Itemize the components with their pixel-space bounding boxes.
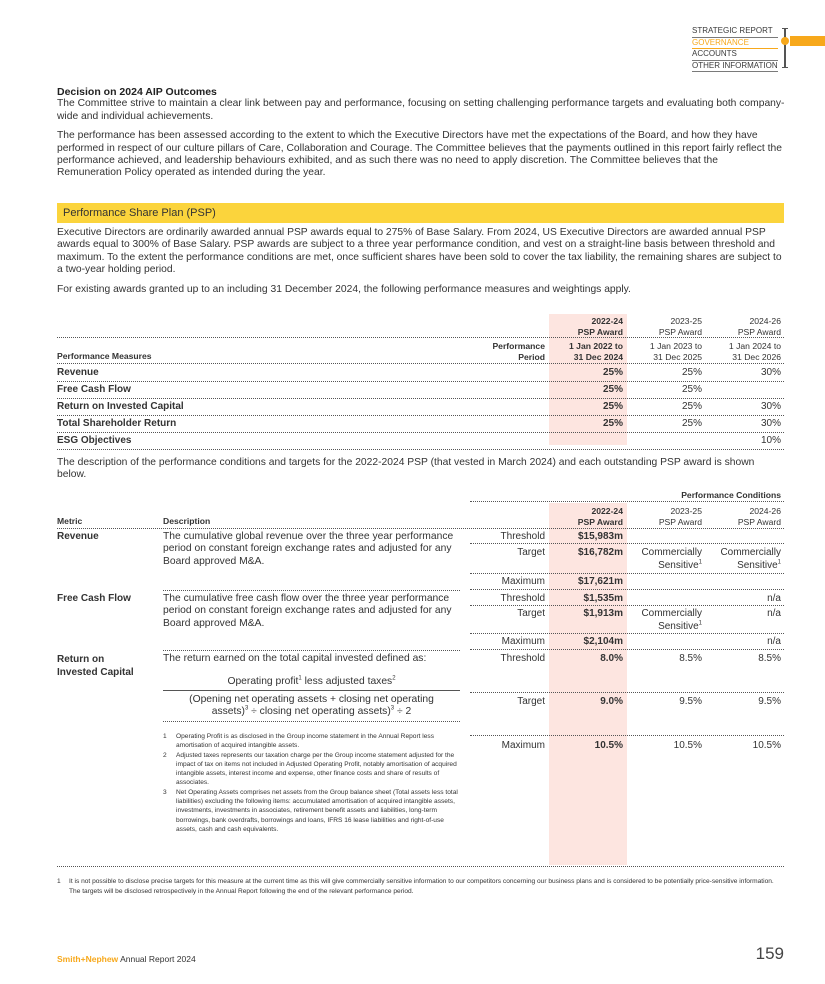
roic-target-2024: 9.5% bbox=[758, 696, 781, 707]
fcf-target-2023: Commercially Sensitive$^1$ bbox=[641, 608, 702, 632]
t2-col1-header: 2022-24 PSP Award bbox=[577, 506, 623, 527]
fcf-target-value: $1,913m bbox=[583, 608, 623, 619]
table-row: Return on Invested Capital 25% 25% 30% bbox=[57, 399, 784, 416]
t1-col2-period: 1 Jan 2023 to 31 Dec 2025 bbox=[649, 341, 702, 362]
decision-paragraph-2: The performance has been assessed according to the extent to which the Executive Directors have met the expectations of the Board, and how they have performed in respect of our culture pillars of Care, Collaboration and Courage. The Committee believes that the payments outlined in this report fairly reflect the performance achieved, and leadership behaviours exhibited, and as such there was no need to apply discretion. The Committee believes that the Remuneration Policy operated as intended during the year. bbox=[57, 130, 782, 179]
t1-col3-period: 1 Jan 2024 to 31 Dec 2026 bbox=[728, 341, 781, 362]
roic-formula-numerator: Operating profit$^1$ less adjusted taxes$^2$ bbox=[227, 675, 396, 687]
row-rule bbox=[470, 735, 784, 736]
revenue-threshold-label: Threshold bbox=[500, 531, 545, 542]
revenue-maximum-label: Maximum bbox=[501, 576, 545, 587]
section-nav bbox=[692, 26, 778, 72]
fcf-target-2024: n/a bbox=[767, 608, 781, 619]
revenue-target-2023: Commercially Sensitive$^1$ bbox=[641, 547, 702, 571]
roic-formula-denominator: (Opening net operating assets + closing net operating assets)$^3$ ÷ closing net operating assets)$^3$ ÷ 2 bbox=[189, 694, 434, 718]
fcf-threshold-2024: n/a bbox=[767, 593, 781, 604]
table2-bottom-rule bbox=[57, 866, 784, 867]
t1-measures-header: Performance Measures bbox=[57, 351, 152, 361]
footer-report-title: Smith+Nephew Annual Report 2024 bbox=[57, 954, 196, 964]
t2-description-header: Description bbox=[163, 516, 211, 526]
nav-active-marker bbox=[790, 36, 825, 46]
table-row: Revenue 25% 25% 30% bbox=[57, 365, 784, 382]
row-rule bbox=[470, 692, 784, 693]
nav-accounts[interactable]: ACCOUNTS bbox=[692, 49, 778, 61]
description-paragraph: The description of the performance conditions and targets for the 2022-2024 PSP (that vested in March 2024) and each outstanding PSP award is shown below. bbox=[57, 457, 755, 481]
roic-formula-fraction-bar bbox=[163, 690, 460, 691]
nav-governance[interactable]: GOVERNANCE bbox=[692, 38, 778, 50]
roic-threshold-2024: 8.5% bbox=[758, 653, 781, 664]
t2-perf-conditions: Performance Conditions bbox=[681, 490, 781, 500]
decision-section bbox=[57, 86, 785, 180]
roic-formula-rule bbox=[163, 721, 460, 722]
revenue-metric: Revenue bbox=[57, 531, 99, 542]
revenue-description: The cumulative global revenue over the three year performance period on constant foreign exchange rates and adjusted for any Board approved M&A. bbox=[163, 531, 454, 567]
roic-maximum-2024: 10.5% bbox=[752, 740, 781, 751]
psp-section bbox=[57, 227, 785, 296]
fcf-description: The cumulative free cash flow over the three year performance period on constant foreign exchange rates and adjusted for any Board approved M&A. bbox=[163, 593, 452, 629]
t2-metric-header: Metric bbox=[57, 516, 83, 526]
t1-col1-period: 1 Jan 2022 to 31 Dec 2024 bbox=[569, 341, 623, 362]
psp-paragraph-2: For existing awards granted up to an including 31 December 2024, the following performance measures and weightings apply. bbox=[57, 283, 631, 295]
row-rule bbox=[470, 649, 784, 650]
roic-threshold-value: 8.0% bbox=[600, 653, 623, 664]
psp-banner-title: Performance Share Plan (PSP) bbox=[63, 207, 216, 219]
t2-col2-header: 2023-25 PSP Award bbox=[658, 506, 702, 527]
table1-body bbox=[57, 365, 784, 450]
psp-paragraph-1: Executive Directors are ordinarily awarded annual PSP awards equal to 275% of Base Salary. From 2024, US Executive Directors are awarded annual PSP awards equal to 300% of Base Salary. PSP awards are subject to a three year performance condition, and vest on a straight-line basis between threshold and maximum. To the extent the performance conditions are met, once sufficient shares have been sold to cover the tax liability, the remaining shares are subject to a two-year holding period. bbox=[57, 227, 782, 276]
table-row: Free Cash Flow 25% 25% bbox=[57, 382, 784, 399]
roic-notes: 1 Operating Profit is as disclosed in the Group income statement in the Annual Report less amortisation of acquired intangible assets. 2 Adjusted taxes represents our taxation charge per the Group income statement adjusted for the impact of tax on items not included in Adjusted Operating Profit, notably amortisation of acquired intangible assets, interest income and expense, other finance costs and share of results of associates. 3 Net Operating Assets comprises net assets from the Group balance sheet (Total assets less total liabilities) excluding the following items: accumulated amortisation of acquired intangible assets, investments, investments in associates, retirement benefit assets and liabilities, long-term borrowings, bank overdrafts, borrowings and loans, IFRS 16 lease liabilities and right-of-use assets, cash and cash equivalents. bbox=[163, 732, 463, 834]
t1-col2-header: 2023-25 PSP Award bbox=[658, 316, 702, 337]
roic-maximum-value: 10.5% bbox=[594, 740, 623, 751]
revenue-threshold-value: $15,983m bbox=[577, 531, 623, 542]
fcf-maximum-label: Maximum bbox=[501, 636, 545, 647]
revenue-target-2024: Commercially Sensitive$^1$ bbox=[720, 547, 781, 571]
roic-metric: Return on Invested Capital bbox=[57, 654, 134, 678]
table1-header-bottom bbox=[57, 363, 784, 364]
row-rule bbox=[470, 633, 784, 634]
decision-paragraph-1: The Committee strive to maintain a clear link between pay and performance, focusing on setting challenging performance targets and evaluating both company-wide and individual achievements. bbox=[57, 98, 785, 122]
t1-period-header: Performance Period bbox=[492, 341, 545, 362]
row-rule bbox=[470, 589, 784, 590]
revenue-desc-rule bbox=[163, 590, 460, 591]
nav-other-information[interactable]: OTHER INFORMATION bbox=[692, 61, 778, 73]
footnote: 1 It is not possible to disclose precise targets for this measure at the current time as this will give commercially sensitive information to our competitors concerning our business plans and is considered to be potentially price-sensitive information. The targets will be disclosed retrospectively in the Annual Report following the end of the relevant performance period. bbox=[57, 877, 785, 896]
psp-banner bbox=[57, 203, 784, 223]
fcf-maximum-value: $2,104m bbox=[583, 636, 623, 647]
row-rule bbox=[470, 543, 784, 544]
roic-target-label: Target bbox=[517, 696, 545, 707]
revenue-target-label: Target bbox=[517, 547, 545, 558]
footnote-text: It is not possible to disclose precise targets for this measure at the current time as this will give commercially sensitive information to our competitors concerning our business plans and is considered to be potentially price-sensitive information. The targets will be disclosed retrospectively in the Annual Report following the end of the relevant performance period. bbox=[69, 878, 774, 895]
roic-target-2023: 9.5% bbox=[679, 696, 702, 707]
roic-description: The return earned on the total capital invested defined as: bbox=[163, 653, 427, 664]
row-rule bbox=[470, 573, 784, 574]
nav-strategic-report[interactable]: STRATEGIC REPORT bbox=[692, 26, 778, 38]
table-row: ESG Objectives 10% bbox=[57, 433, 784, 450]
footer-brand: Smith+Nephew bbox=[57, 954, 119, 964]
roic-threshold-2023: 8.5% bbox=[679, 653, 702, 664]
t1-col3-header: 2024-26 PSP Award bbox=[737, 316, 781, 337]
roic-note-3: Net Operating Assets comprises net assets from the Group balance sheet (Total assets less total liabilities) excluding the following items: accumulated amortisation of acquired intangible assets, investments, investments in associates, retirement benefit assets and liabilities, long-term borrowings, bank overdrafts, borrowings and loans, IFRS 16 lease liabilities and right-of-use assets, cash and cash equivalents. bbox=[176, 788, 458, 833]
fcf-target-label: Target bbox=[517, 608, 545, 619]
roic-note-1: Operating Profit is as disclosed in the Group income statement in the Annual Report less amortisation of acquired intangible assets. bbox=[176, 733, 435, 750]
t2-perf-conditions-rule bbox=[627, 501, 784, 502]
page-number: 159 bbox=[755, 944, 784, 963]
nav-indicator-line bbox=[784, 28, 786, 68]
row-rule bbox=[470, 605, 784, 606]
fcf-threshold-label: Threshold bbox=[500, 593, 545, 604]
decision-heading: Decision on 2024 AIP Outcomes bbox=[57, 86, 217, 98]
roic-threshold-label: Threshold bbox=[500, 653, 545, 664]
t1-col1-header: 2022-24 PSP Award bbox=[577, 316, 623, 337]
roic-maximum-label: Maximum bbox=[501, 740, 545, 751]
table1-header-divider bbox=[57, 337, 784, 338]
roic-maximum-2023: 10.5% bbox=[673, 740, 702, 751]
table2-header-bottom bbox=[57, 528, 784, 529]
roic-target-value: 9.0% bbox=[600, 696, 623, 707]
nav-active-dot bbox=[781, 37, 789, 45]
table-row: Total Shareholder Return 25% 25% 30% bbox=[57, 416, 784, 433]
fcf-maximum-2024: n/a bbox=[767, 636, 781, 647]
fcf-metric: Free Cash Flow bbox=[57, 593, 131, 604]
roic-note-2: Adjusted taxes represents our taxation charge per the Group income statement adjusted for the impact of tax on items not included in Adjusted Operating Profit, notably amortisation of acquired intangible assets, interest income and expense, other finance costs and share of results of associates. bbox=[176, 751, 457, 787]
t2-col3-header: 2024-26 PSP Award bbox=[737, 506, 781, 527]
fcf-desc-rule bbox=[163, 650, 460, 651]
revenue-maximum-value: $17,621m bbox=[577, 576, 623, 587]
revenue-target-value: $16,782m bbox=[577, 547, 623, 558]
nav-tick bbox=[782, 28, 788, 29]
fcf-threshold-value: $1,535m bbox=[583, 593, 623, 604]
nav-tick bbox=[782, 67, 788, 68]
